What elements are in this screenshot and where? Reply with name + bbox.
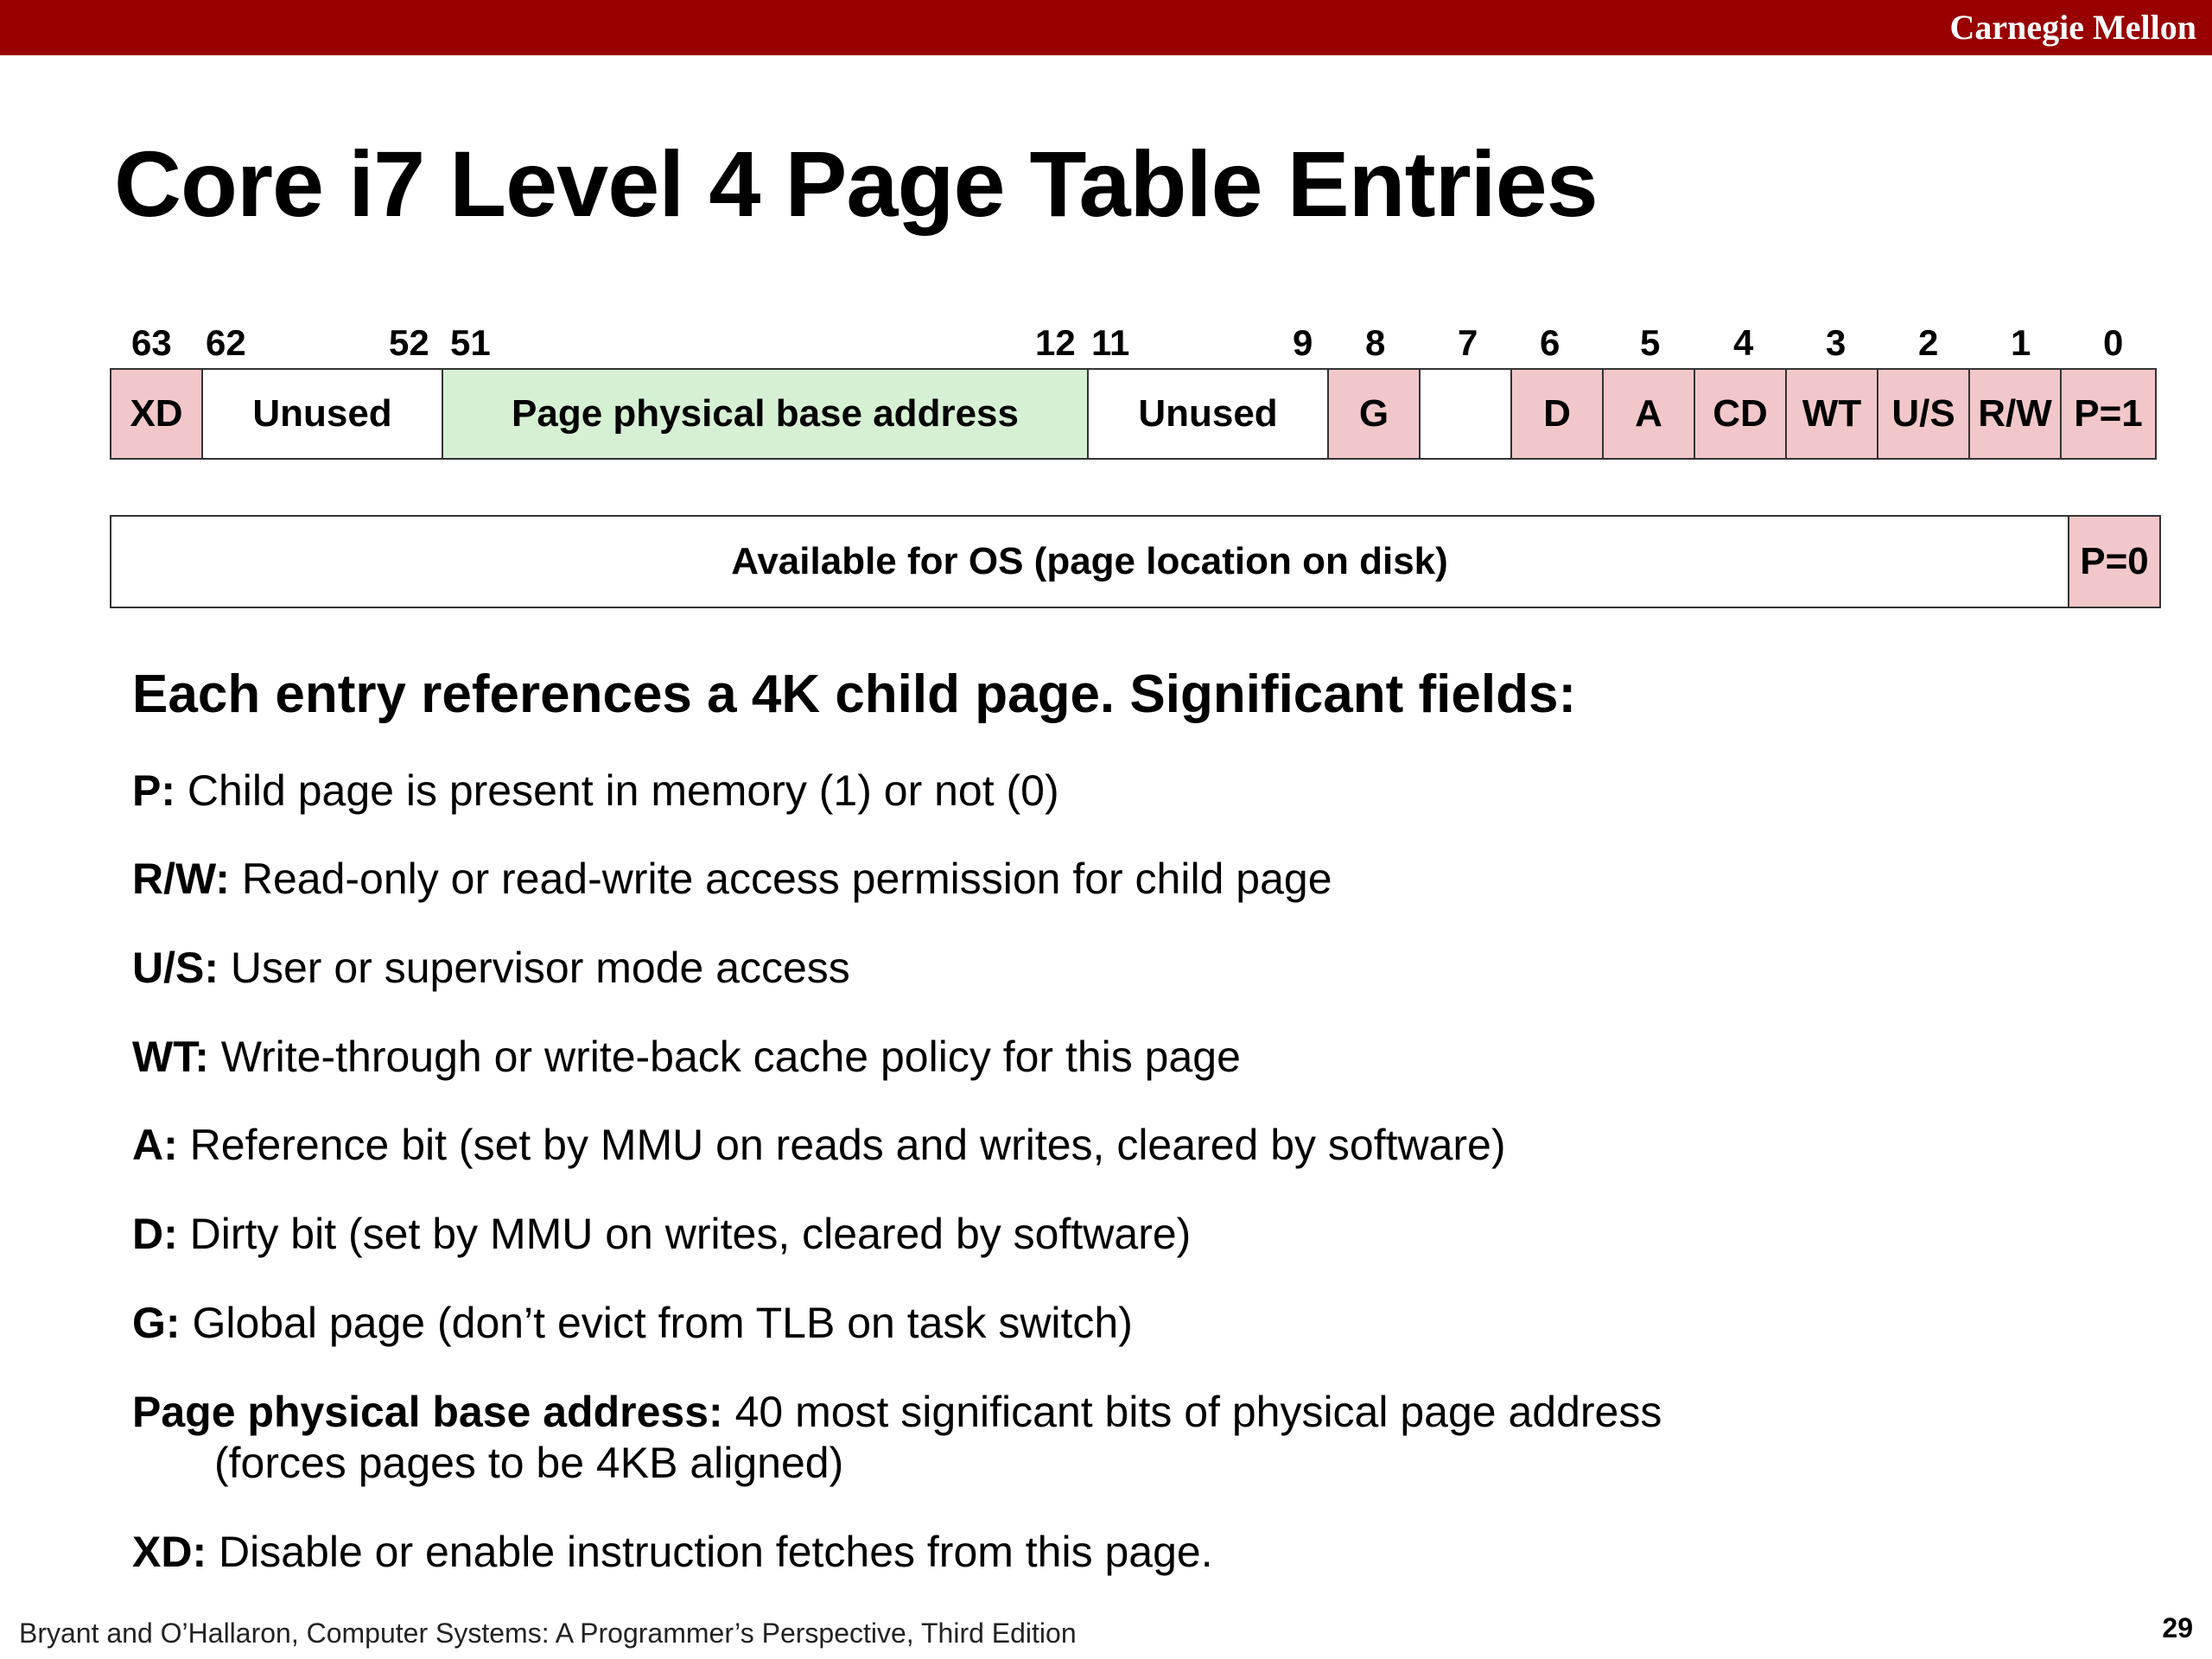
bit-number: 7 xyxy=(1458,322,1478,363)
definition-continuation: (forces pages to be 4KB aligned) xyxy=(214,1439,844,1487)
bit-number: 63 xyxy=(131,322,172,363)
bit-number: 1 xyxy=(2011,322,2031,363)
field-p1: P=1 xyxy=(2060,368,2157,460)
bit-number: 8 xyxy=(1365,322,1386,363)
definition-text: Child page is present in memory (1) or not (0) xyxy=(175,766,1059,815)
bit-number: 2 xyxy=(1918,322,1939,363)
definition-term: Page physical base address: xyxy=(132,1388,723,1436)
definition-text: 40 most significant bits of physical page address xyxy=(722,1388,1662,1436)
field-page-physical-base-address: Page physical base address xyxy=(442,368,1089,460)
definition-text: Read-only or read-write access permission for child page xyxy=(229,855,1332,903)
field-wt: WT xyxy=(1785,368,1878,460)
bit-number: 0 xyxy=(2103,322,2124,363)
definition-term: R/W: xyxy=(132,855,230,903)
definition-text: Disable or enable instruction fetches from this page. xyxy=(207,1528,1213,1576)
bit-number: 3 xyxy=(1826,322,1847,363)
page-number: 29 xyxy=(2162,1612,2193,1643)
subheading: Each entry references a 4K child page. Significant fields: xyxy=(132,664,1577,724)
definition-xd xyxy=(132,1527,1213,1577)
definition-term: A: xyxy=(132,1121,178,1169)
field-available-for-os: Available for OS (page location on disk) xyxy=(110,515,2069,608)
definition-text: Reference bit (set by MMU on reads and writes, cleared by software) xyxy=(177,1121,1506,1169)
definition-term: D: xyxy=(132,1210,178,1258)
field-xd: XD xyxy=(110,368,203,460)
definition-d xyxy=(132,1209,1191,1259)
field-g: G xyxy=(1327,368,1421,460)
definition-us xyxy=(132,943,850,993)
field-p0: P=0 xyxy=(2068,515,2161,608)
footer-citation: Bryant and O’Hallaron, Computer Systems: A Programmer’s Perspective, Third Edition xyxy=(19,1618,1077,1649)
definition-term: P: xyxy=(132,766,175,815)
bit-number: 4 xyxy=(1733,322,1754,363)
definition-a xyxy=(132,1120,1506,1170)
bit-number: 12 xyxy=(1035,322,1076,363)
definition-term: XD: xyxy=(132,1528,207,1576)
field-cd: CD xyxy=(1694,368,1787,460)
definition-text: Dirty bit (set by MMU on writes, cleared by software) xyxy=(177,1210,1192,1258)
bit-number: 51 xyxy=(450,322,491,363)
brand-label: Carnegie Mellon xyxy=(1949,8,2196,47)
slide-title: Core i7 Level 4 Page Table Entries xyxy=(114,131,1598,236)
field-us: U/S xyxy=(1877,368,1970,460)
definition-text: Write-through or write-back cache policy for this page xyxy=(208,1033,1241,1081)
bit-number: 11 xyxy=(1091,322,1130,363)
header-bar xyxy=(0,0,2212,55)
definition-rw xyxy=(132,854,1332,904)
bit-number: 9 xyxy=(1293,322,1313,363)
definition-term: G: xyxy=(132,1299,181,1347)
definition-p xyxy=(132,766,1059,816)
definition-page-physical-base-address xyxy=(132,1387,1662,1437)
bit-number: 62 xyxy=(206,322,246,363)
definition-wt xyxy=(132,1032,1241,1082)
definition-term: WT: xyxy=(132,1033,209,1081)
bit-number: 5 xyxy=(1640,322,1661,363)
field-rw: R/W xyxy=(1968,368,2062,460)
field-unused-low: Unused xyxy=(1087,368,1329,460)
field-d: D xyxy=(1510,368,1604,460)
definition-term: U/S: xyxy=(132,944,219,992)
definition-g xyxy=(132,1298,1133,1348)
definition-text: Global page (don’t evict from TLB on task switch) xyxy=(180,1299,1133,1347)
bit-number: 52 xyxy=(389,322,429,363)
field-a: A xyxy=(1602,368,1695,460)
bit-number: 6 xyxy=(1540,322,1560,363)
field-bit7 xyxy=(1419,368,1512,460)
definition-text: User or supervisor mode access xyxy=(219,944,850,992)
field-unused-high: Unused xyxy=(201,368,443,460)
